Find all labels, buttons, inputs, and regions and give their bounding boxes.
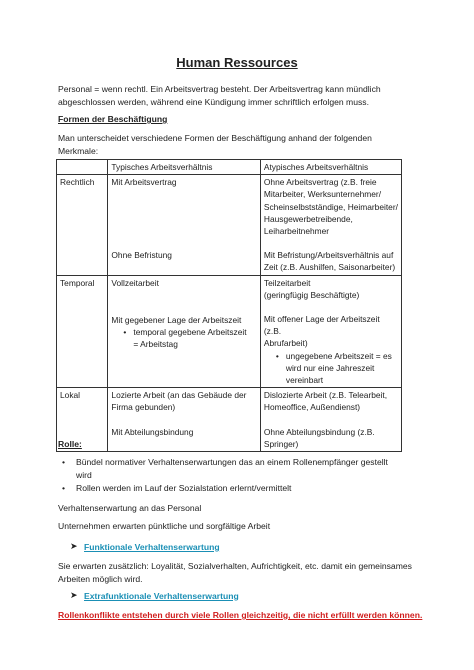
cell-line: Vollzeitarbeit xyxy=(111,277,159,288)
cell-line: Dislozierte Arbeit (z.B. Telearbeit, xyxy=(263,390,388,401)
cell-line: ungegebene Arbeitszeit = es xyxy=(285,350,392,361)
typical-cell xyxy=(108,175,260,275)
row-label: Temporal xyxy=(57,275,108,388)
typical-cell xyxy=(108,275,260,388)
list-line: Bündel normativer Verhaltenserwartungen das an einem Rollenempfänger gestellt xyxy=(76,457,388,467)
cell-line: wird nur eine Jahreszeit xyxy=(285,362,375,373)
cell-bullet xyxy=(264,350,398,387)
cell-line: Mit offener Lage der Arbeitszeit (z.B. xyxy=(263,314,380,337)
zusaetzlich-line: Sie erwarten zusätzlich: Loyalität, Sozialverhalten, Aufrichtigkeit, etc. damit ein gemeinsames xyxy=(58,561,412,571)
rolle-list xyxy=(62,456,432,495)
cell-line: temporal gegebene Arbeitszeit xyxy=(133,327,247,338)
table-header-cell: Atypisches Arbeitsverhältnis xyxy=(260,160,401,175)
section-line: Man unterscheidet verschiedene Formen der Beschäftigung anhand der folgenden xyxy=(58,133,372,143)
cell-bullet xyxy=(111,326,256,350)
section-line: Merkmale: xyxy=(58,146,99,156)
page-title: Human Ressources xyxy=(176,55,298,70)
employment-table xyxy=(56,159,402,452)
konflikt-text: Rollenkonflikte entstehen durch viele Rollen gleichzeitig, die nicht erfüllt werden können. xyxy=(58,610,423,620)
rolle-heading: Rolle: xyxy=(58,439,82,449)
extra-link[interactable]: Extrafunktionale Verhaltenserwartung xyxy=(84,590,239,601)
cell-line: Firma gebunden) xyxy=(111,402,176,413)
row-label: Rechtlich xyxy=(57,175,108,275)
cell-line: = Arbeitstag xyxy=(133,339,178,350)
cell-line: Teilzeitarbeit xyxy=(263,277,311,288)
cell-line: Ohne Arbeitsvertrag (z.B. freie xyxy=(263,177,377,188)
table-header-row xyxy=(57,160,402,175)
cell-line: Scheinselbstständige, Heimarbeiter/ xyxy=(263,201,398,212)
extra-row xyxy=(70,590,239,601)
intro-line: abgeschlossen werden, während eine Kündigung immer schriftlich erfolgen muss. xyxy=(58,97,369,107)
cell-line: Homeoffice, Außendienst) xyxy=(263,402,361,413)
bullet-icon: • xyxy=(62,457,66,467)
list-line: wird xyxy=(76,470,92,480)
list-item xyxy=(62,482,432,495)
intro-line: Personal = wenn rechtl. Ein Arbeitsvertrag besteht. Der Arbeitsvertrag kann mündlich xyxy=(58,84,381,94)
cell-line: Springer) xyxy=(263,438,299,449)
cell-line: Mit gegebener Lage der Arbeitszeit xyxy=(111,314,242,325)
table-header-cell: Typisches Arbeitsverhältnis xyxy=(108,160,260,175)
cell-line: (geringfügig Beschäftigte) xyxy=(263,289,360,300)
list-item xyxy=(62,456,432,482)
cell-line: Abrufarbeit) xyxy=(263,338,308,349)
funktional-link[interactable]: Funktionale Verhaltenserwartung xyxy=(84,541,220,552)
cell-line: Mit Befristung/Arbeitsverhältnis auf xyxy=(263,250,394,261)
zusaetzlich-line: Arbeiten möglich wird. xyxy=(58,574,143,584)
cell-line: Mitarbeiter, Werksunternehmer/ xyxy=(263,189,382,200)
cell-line: vereinbart xyxy=(285,375,324,386)
arrow-right-icon: ➤ xyxy=(70,590,78,600)
funktional-row xyxy=(70,541,220,552)
bullet-icon: • xyxy=(123,327,127,338)
arrow-right-icon: ➤ xyxy=(70,541,78,551)
cell-line: Mit Abteilungsbindung xyxy=(111,426,194,437)
table-header-cell xyxy=(57,160,108,175)
bullet-icon: • xyxy=(62,483,66,493)
verhalten-text: Verhaltenserwartung an das Personal xyxy=(58,503,202,513)
cell-line: Leiharbeitnehmer xyxy=(263,226,330,237)
zusaetzlich-paragraph xyxy=(58,560,428,586)
unternehmen-text: Unternehmen erwarten pünktliche und sorgfältige Arbeit xyxy=(58,521,271,531)
table-row xyxy=(57,175,402,275)
cell-line: Lozierte Arbeit (an das Gebäude der xyxy=(111,390,247,401)
atypical-cell xyxy=(260,275,401,388)
cell-line: Mit Arbeitsvertrag xyxy=(111,177,177,188)
list-line: Rollen werden im Lauf der Sozialstation erlernt/vermittelt xyxy=(76,483,292,493)
cell-line: Zeit (z.B. Aushilfen, Saisonarbeiter) xyxy=(263,262,396,273)
cell-line: Ohne Abteilungsbindung (z.B. xyxy=(263,426,375,437)
section-heading: Formen der Beschäftigung xyxy=(58,114,168,124)
cell-line: Hausgewerbetreibende, xyxy=(263,213,353,224)
table-row xyxy=(57,275,402,388)
intro-paragraph xyxy=(58,83,428,109)
atypical-cell xyxy=(260,175,401,275)
row-label: Lokal xyxy=(57,388,108,452)
cell-line: Ohne Befristung xyxy=(111,250,172,261)
bullet-icon: • xyxy=(275,350,279,361)
section-paragraph xyxy=(58,132,428,158)
